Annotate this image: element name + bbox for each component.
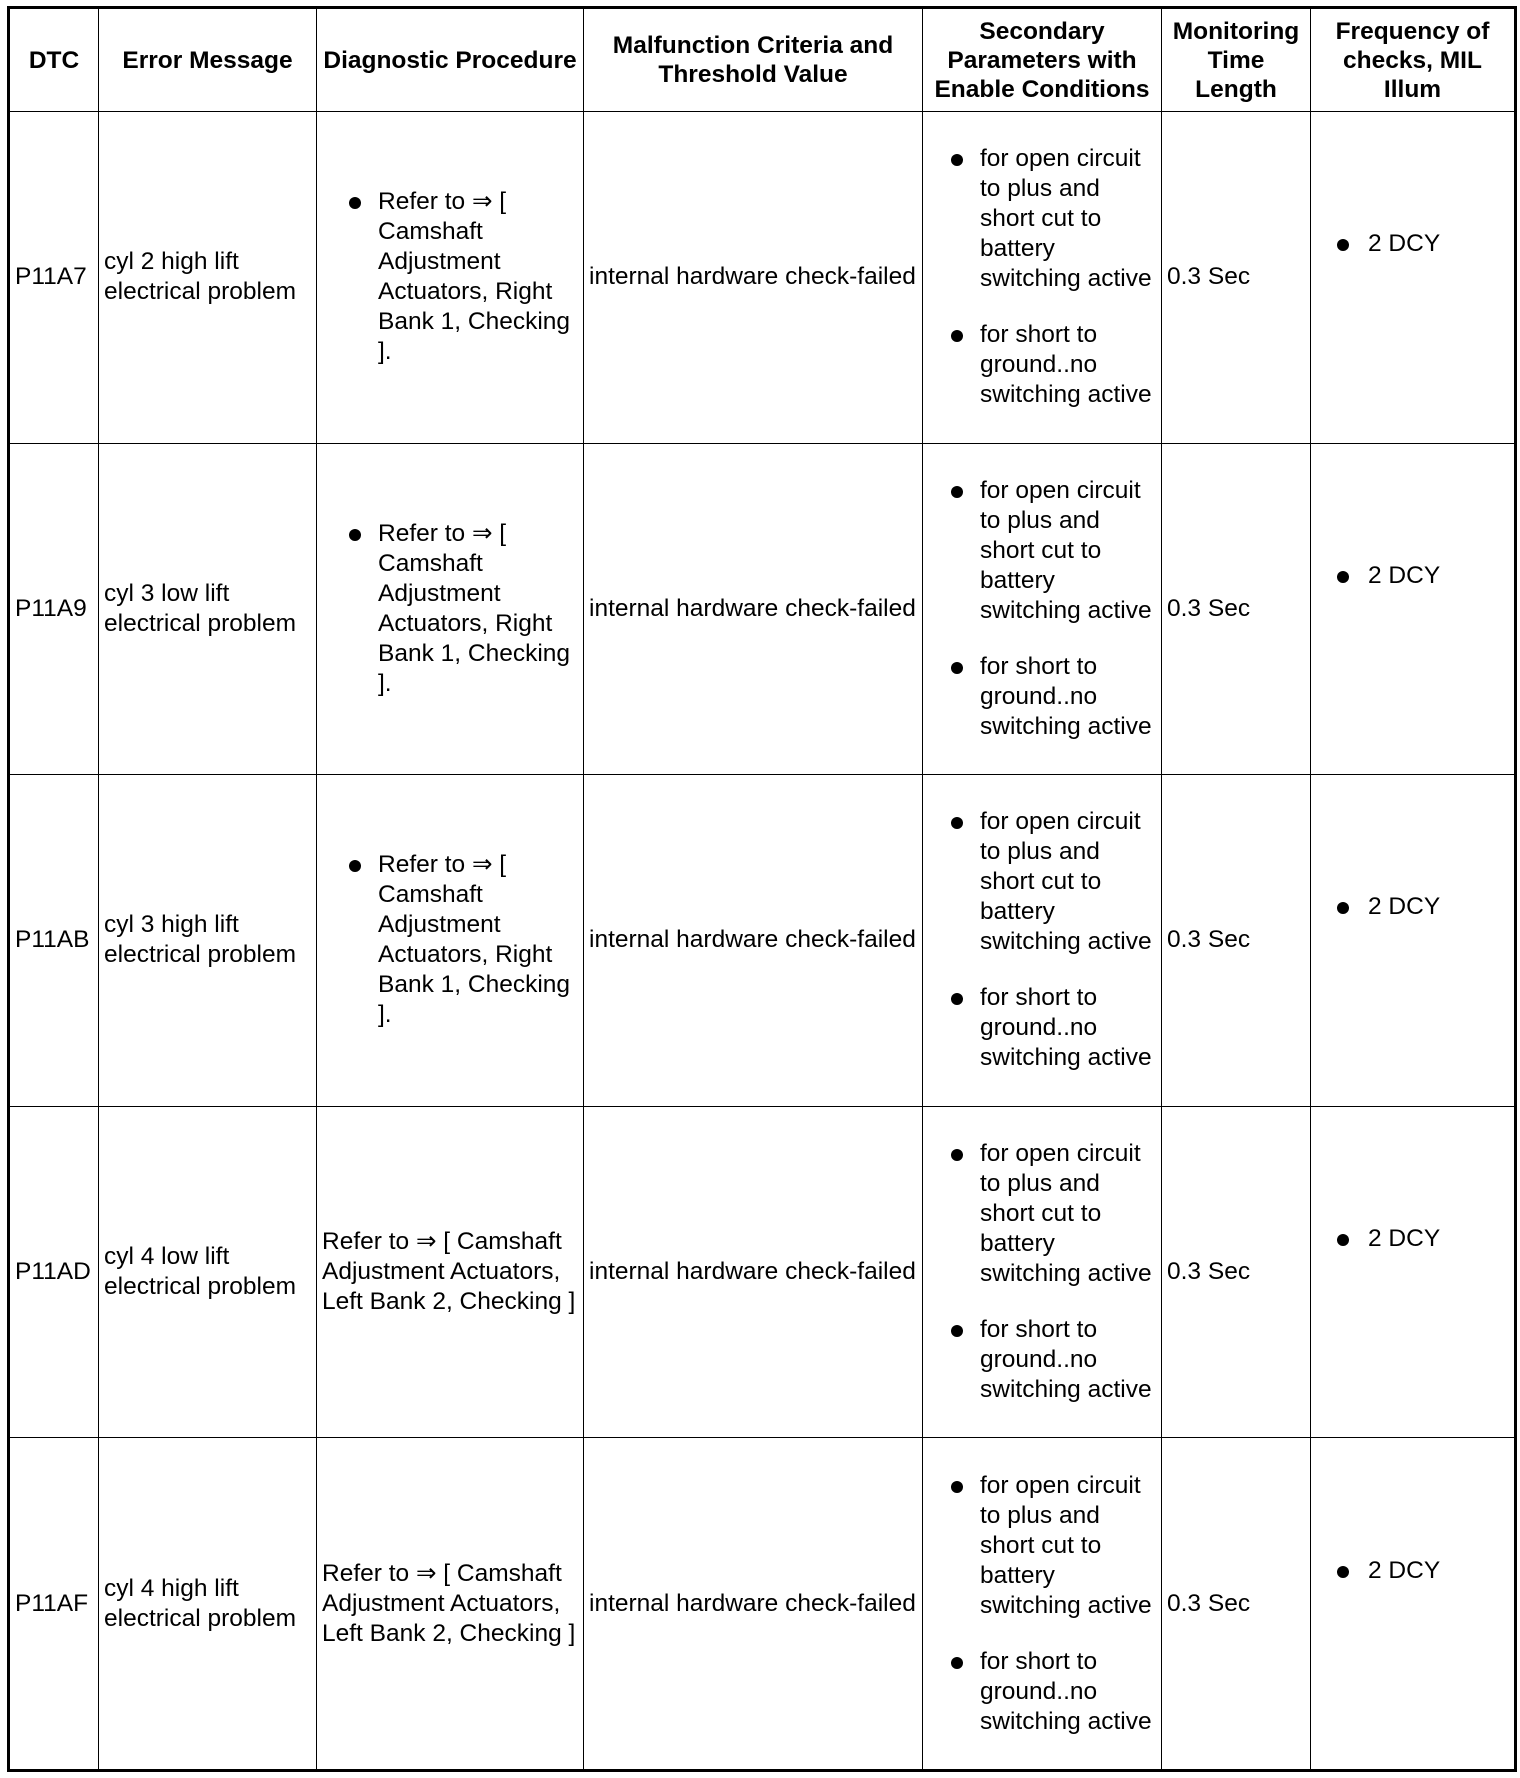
secondary-item: for short to ground..no switching active [944,1647,1156,1737]
procedure-link[interactable]: Refer to ⇒ [ Camshaft Adjustment Actuators, Right Bank 1, Checking ]. [342,187,578,367]
diagnostic-procedure [317,1438,584,1771]
frequency-cell [1311,1106,1516,1438]
procedure-link[interactable]: Refer to ⇒ [ Camshaft Adjustment Actuators, Right Bank 1, Checking ]. [342,850,578,1030]
frequency-cell [1311,775,1516,1107]
table-row [9,1438,1516,1771]
error-message: cyl 2 high lift electrical problem [99,112,317,444]
procedure-link[interactable]: Refer to ⇒ [ Camshaft Adjustment Actuators, Right Bank 1, Checking ]. [342,519,578,699]
procedure-link[interactable]: Refer to ⇒ [ Camshaft Adjustment Actuators, Left Bank 2, Checking ] [322,1228,576,1316]
header-monitoring-time: Monitoring Time Length [1162,8,1311,112]
header-frequency: Frequency of checks, MIL Illum [1311,8,1516,112]
monitoring-time: 0.3 Sec [1162,1106,1311,1438]
table-row [9,775,1516,1107]
monitoring-time: 0.3 Sec [1162,443,1311,775]
secondary-item: for open circuit to plus and short cut to battery switching active [944,1139,1156,1289]
secondary-item: for open circuit to plus and short cut to battery switching active [944,144,1156,294]
secondary-item: for open circuit to plus and short cut to battery switching active [944,476,1156,626]
frequency-value: 2 DCY [1330,1556,1509,1586]
error-message: cyl 3 high lift electrical problem [99,775,317,1107]
frequency-value: 2 DCY [1330,1224,1509,1254]
frequency-cell [1311,112,1516,444]
monitoring-time: 0.3 Sec [1162,112,1311,444]
secondary-item: for open circuit to plus and short cut to battery switching active [944,807,1156,957]
table-row [9,112,1516,444]
dtc-code: P11AD [9,1106,99,1438]
monitoring-time: 0.3 Sec [1162,775,1311,1107]
procedure-link[interactable]: Refer to ⇒ [ Camshaft Adjustment Actuators, Left Bank 2, Checking ] [322,1559,576,1647]
malfunction-criteria: internal hardware check-failed [584,1438,923,1771]
secondary-item: for short to ground..no switching active [944,652,1156,742]
dtc-table [7,6,1517,1772]
frequency-value: 2 DCY [1330,561,1509,591]
header-diagnostic-procedure: Diagnostic Procedure [317,8,584,112]
frequency-value: 2 DCY [1330,229,1509,259]
monitoring-time: 0.3 Sec [1162,1438,1311,1771]
frequency-value: 2 DCY [1330,892,1509,922]
table-row [9,1106,1516,1438]
header-error-message: Error Message [99,8,317,112]
error-message: cyl 4 low lift electrical problem [99,1106,317,1438]
dtc-code: P11AF [9,1438,99,1771]
secondary-item: for short to ground..no switching active [944,320,1156,410]
secondary-parameters [923,1438,1162,1771]
diagnostic-procedure [317,775,584,1107]
table-row [9,443,1516,775]
header-malfunction-criteria: Malfunction Criteria and Threshold Value [584,8,923,112]
malfunction-criteria: internal hardware check-failed [584,775,923,1107]
secondary-item: for short to ground..no switching active [944,983,1156,1073]
secondary-parameters [923,1106,1162,1438]
secondary-parameters [923,112,1162,444]
error-message: cyl 4 high lift electrical problem [99,1438,317,1771]
header-dtc: DTC [9,8,99,112]
diagnostic-procedure [317,1106,584,1438]
diagnostic-procedure [317,443,584,775]
dtc-code: P11A7 [9,112,99,444]
diagnostic-procedure [317,112,584,444]
malfunction-criteria: internal hardware check-failed [584,1106,923,1438]
error-message: cyl 3 low lift electrical problem [99,443,317,775]
malfunction-criteria: internal hardware check-failed [584,443,923,775]
malfunction-criteria: internal hardware check-failed [584,112,923,444]
secondary-parameters [923,775,1162,1107]
dtc-code: P11AB [9,775,99,1107]
dtc-code: P11A9 [9,443,99,775]
header-secondary-parameters: Secondary Parameters with Enable Conditions [923,8,1162,112]
secondary-item: for open circuit to plus and short cut to battery switching active [944,1471,1156,1621]
header-row [9,8,1516,112]
secondary-item: for short to ground..no switching active [944,1315,1156,1405]
secondary-parameters [923,443,1162,775]
frequency-cell [1311,1438,1516,1771]
frequency-cell [1311,443,1516,775]
